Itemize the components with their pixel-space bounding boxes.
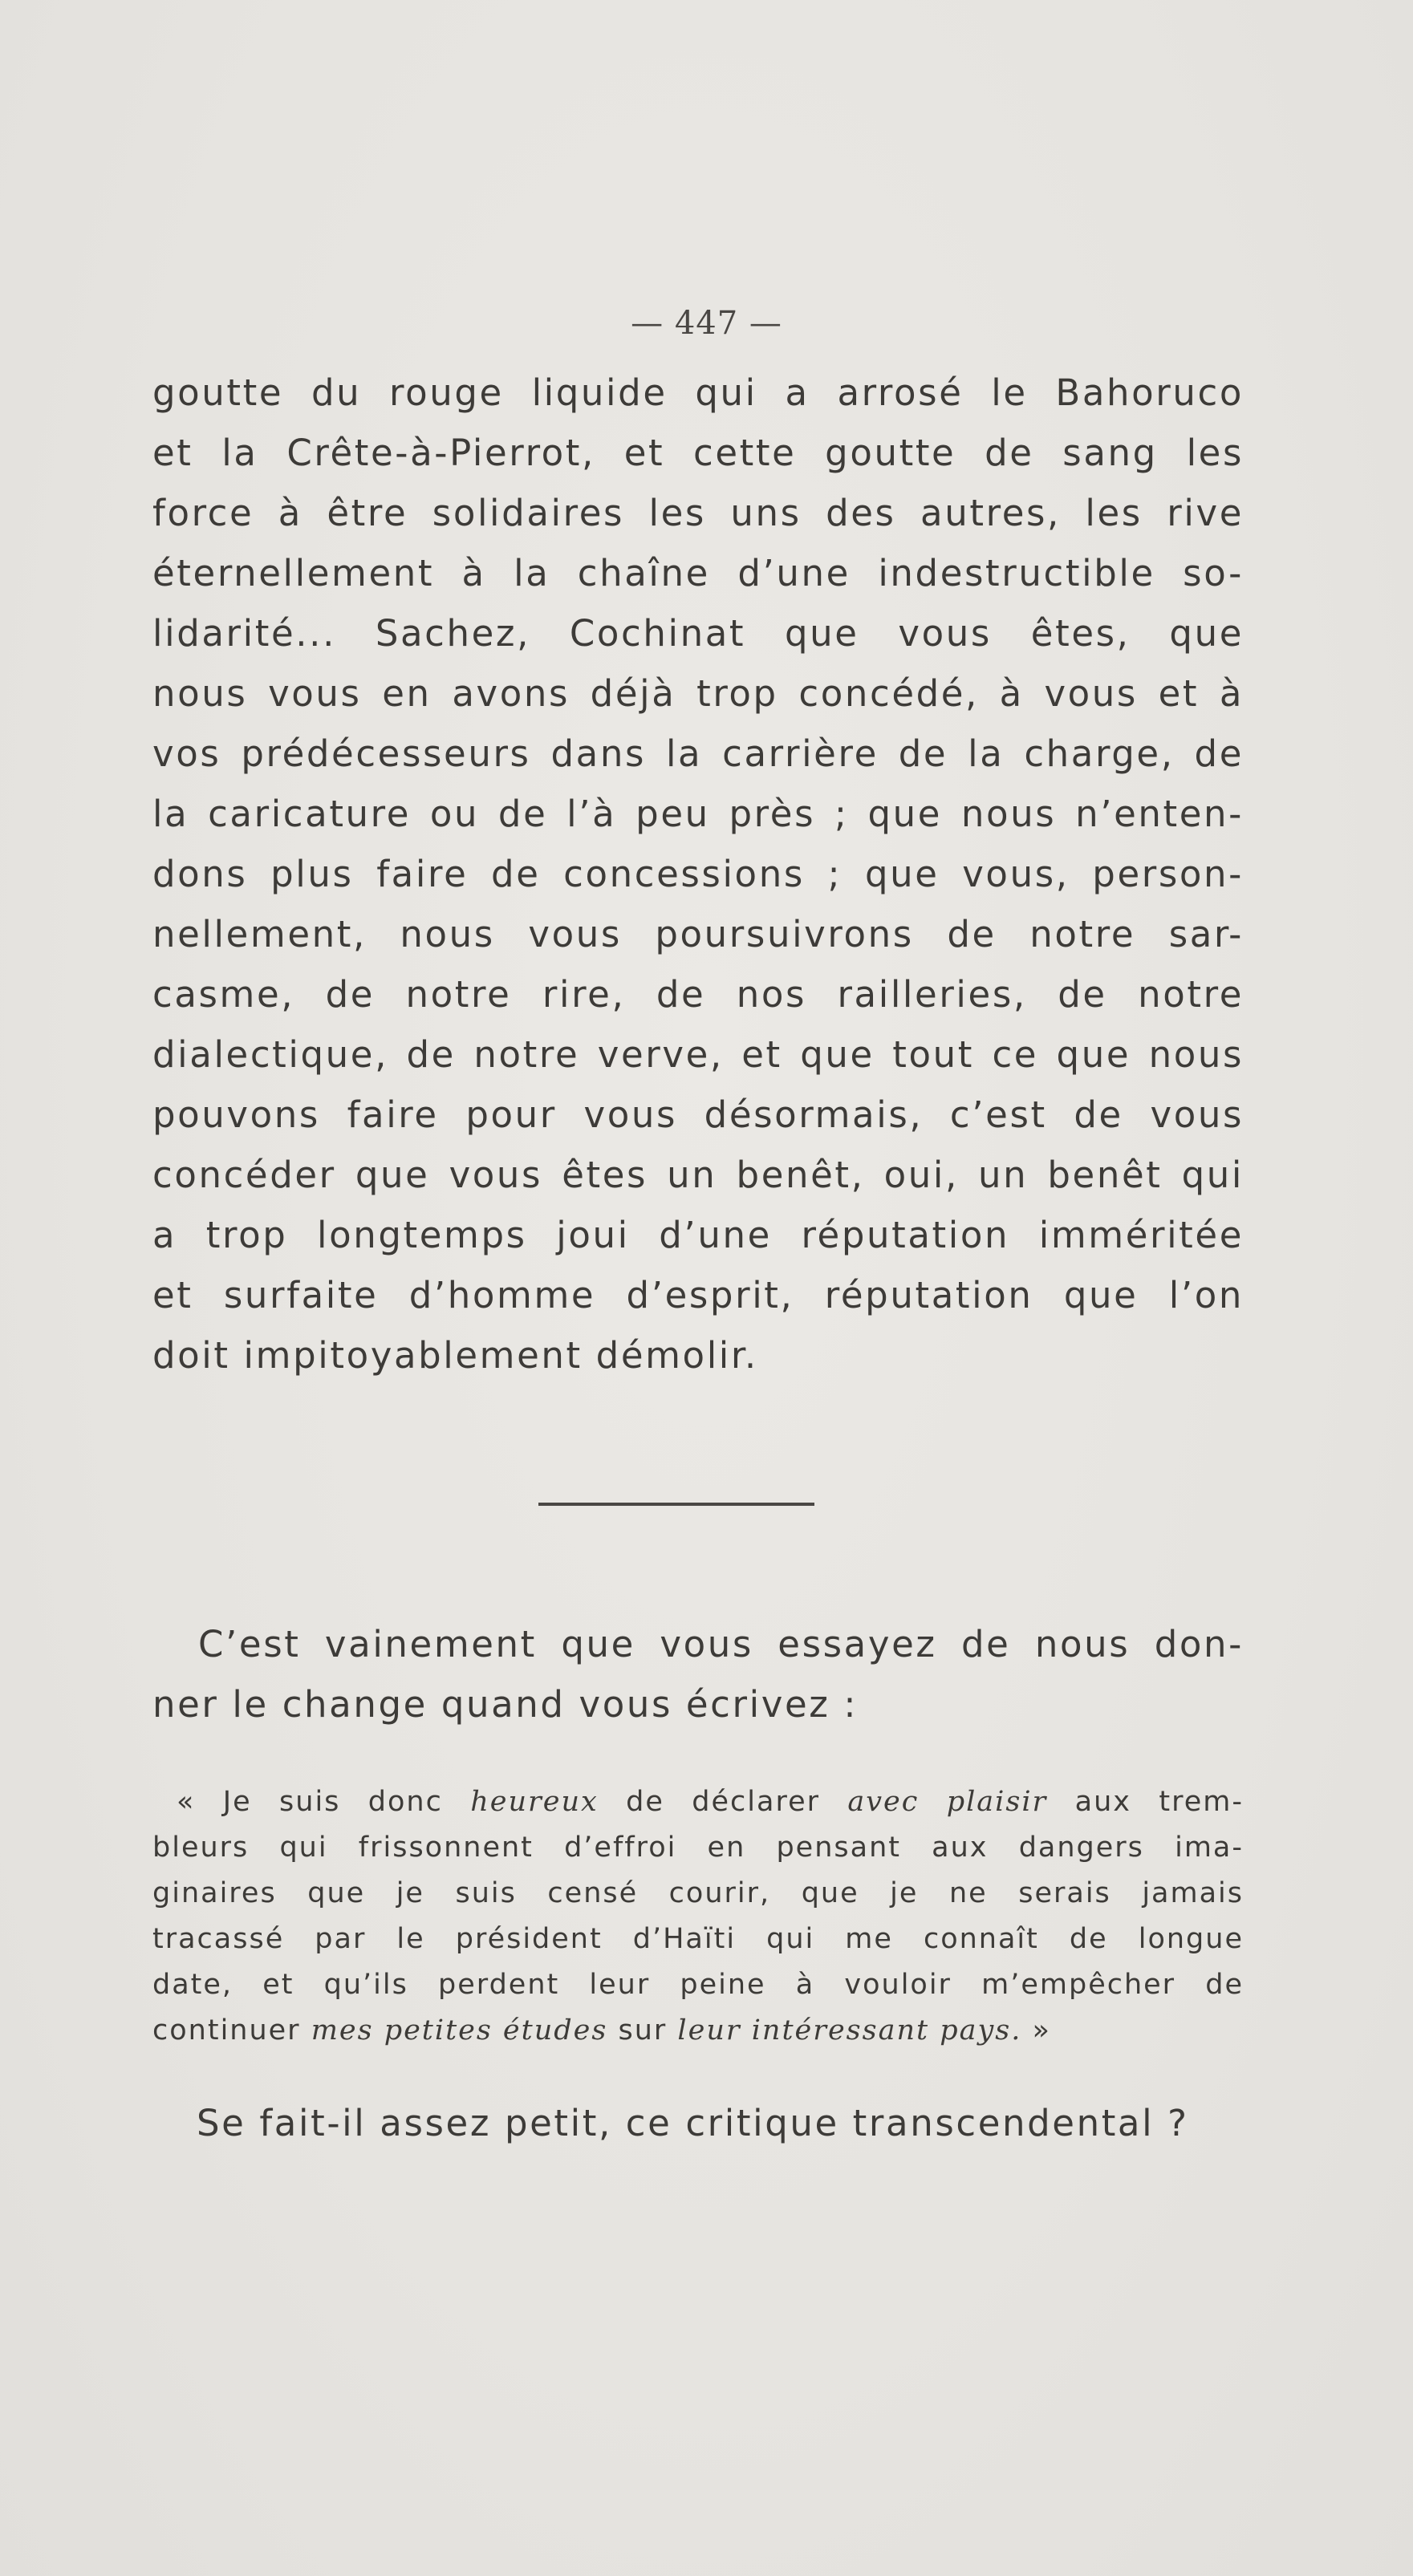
text-line: dialectique, de notre verve, et que tout ce que nous (152, 1033, 1244, 1076)
quote-italic: mes petites études (311, 2014, 608, 2047)
quote-text: « Je suis donc (177, 1786, 471, 1818)
text-line: et surfaite d’homme d’esprit, réputation que l’on (152, 1274, 1244, 1316)
text-line: vos prédécesseurs dans la carrière de la charge, de (152, 732, 1244, 775)
text-line: a trop longtemps joui d’une réputation imméritée (152, 1214, 1244, 1256)
closing-line: Se fait-il assez petit, ce critique transcendental ? (197, 2102, 1189, 2144)
text-line: force à être solidaires les uns des autres, les rive (152, 492, 1244, 534)
quote-text: aux trem- (1047, 1786, 1244, 1818)
quote-text: de déclarer (598, 1786, 848, 1818)
block-quote (152, 1779, 1244, 2054)
quote-line (152, 2008, 1244, 2054)
quote-text: sur (607, 2014, 678, 2047)
text-line: casme, de notre rire, de nos railleries, de notre (152, 973, 1244, 1016)
quote-italic: leur intéressant pays. (677, 2014, 1022, 2047)
text-line: lidarité... Sachez, Cochinat que vous êtes, que (152, 612, 1244, 655)
text-line: C’est vainement que vous essayez de nous don- (198, 1623, 1244, 1665)
quote-line: bleurs qui frissonnent d’effroi en pensant aux dangers ima- (152, 1832, 1244, 1864)
section-divider (538, 1503, 814, 1506)
quote-line: tracassé par le président d’Haïti qui me connaît de longue (152, 1923, 1244, 1955)
text-line: éternellement à la chaîne d’une indestructible so- (152, 552, 1244, 594)
text-line: goutte du rouge liquide qui a arrosé le Bahoruco (152, 371, 1244, 414)
text-line: pouvons faire pour vous désormais, c’est de vous (152, 1093, 1244, 1136)
text-line: et la Crête-à-Pierrot, et cette goutte de sang les (152, 432, 1244, 474)
second-paragraph (152, 1614, 1244, 1734)
quote-italic: heureux (470, 1786, 599, 1818)
quote-line (152, 1779, 1244, 1825)
text-line: ner le change quand vous écrivez : (152, 1683, 859, 1726)
text-line: la caricature ou de l’à peu près ; que nous n’enten- (152, 793, 1244, 835)
text-line: nellement, nous vous poursuivrons de notre sar- (152, 913, 1244, 955)
text-line: nous vous en avons déjà trop concédé, à vous et à (152, 672, 1244, 715)
page-number: — 447 — (631, 305, 782, 342)
main-paragraph (152, 363, 1244, 1385)
quote-line: ginaires que je suis censé courir, que je ne serais jamais (152, 1877, 1244, 1909)
text-line: concéder que vous êtes un benêt, oui, un benêt qui (152, 1154, 1244, 1196)
text-line: doit impitoyablement démolir. (152, 1334, 758, 1377)
quote-line: date, et qu’ils perdent leur peine à vouloir m’empêcher de (152, 1969, 1244, 2001)
quote-text: » (1021, 2014, 1051, 2047)
quote-italic: avec plaisir (847, 1786, 1048, 1818)
text-line: dons plus faire de concessions ; que vous, person- (152, 853, 1244, 895)
quote-text: continuer (152, 2014, 311, 2047)
